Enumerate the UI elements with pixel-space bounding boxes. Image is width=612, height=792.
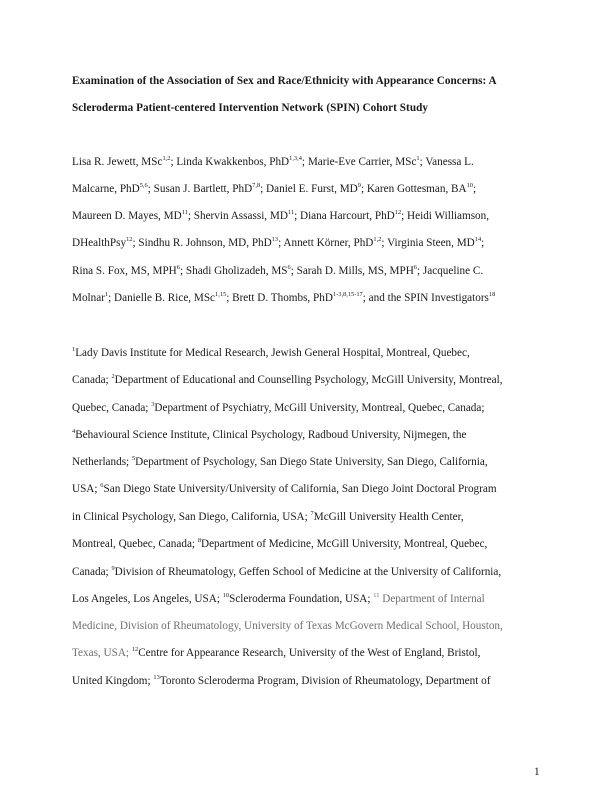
affiliation-line: Medicine, Division of Rheumatology, University of Texas McGovern Medical School, Houston,	[72, 620, 503, 632]
affiliation-line: Los Angeles, Los Angeles, USA; $^{10}$Scleroderma Foundation, USA; $^{11}$ Department of Internal	[72, 592, 485, 605]
paper-title-line-1: Examination of the Association of Sex and Race/Ethnicity with Appearance Concerns: A	[72, 75, 497, 87]
paper-title-line-2: Scleroderma Patient-centered Intervention Network (SPIN) Cohort Study	[72, 102, 429, 114]
author-line: Malcarne, PhD$^{5,6}$; Susan J. Bartlett, PhD$^{7,8}$; Daniel E. Furst, $MD^9$; Karen Gottesman, BA$^{10}$;	[72, 182, 477, 195]
affiliation-line: Netherlands; $^5$Department of Psychology, San Diego State University, San Diego, California,	[72, 455, 488, 468]
affiliation-line: in Clinical Psychology, San Diego, California, USA; $^7$McGill University Health Center,	[72, 510, 464, 523]
author-line: Rina S. Fox, MS, MPH$^6$; Shadi Gholizadeh, $MS^6$; Sarah D. Mills, MS, MPH$^6$; Jacqueline C.	[72, 264, 484, 277]
author-line: Molnar$^1$; Danielle B. Rice, MSc$^{1,15}$; Brett D. Thombs, PhD$^{1-3,8,15-17}$; and the SPIN Investigators$^{18}$	[72, 291, 496, 304]
author-line: Lisa R. Jewett, MSc$^{1,2}$; Linda Kwakkenbos, PhD$^{1,3,4}$; Marie-Eve Carrier, MSc$^1$; Vanessa L.	[72, 155, 474, 168]
affiliation-line: United Kingdom; $^{13}$Toronto Scleroderma Program, Division of Rheumatology, Department of	[72, 674, 491, 687]
affiliation-line: USA; $^6$San Diego State University/University of California, San Diego Joint Doctoral Program	[72, 482, 497, 495]
affiliation-line: Texas, USA; $^{12}$Centre for Appearance Research, University of the West of England, Bristol,	[72, 646, 481, 659]
affiliation-line: Quebec, Canada; $^3$Department of Psychiatry, McGill University, Montreal, Quebec, Canada;	[72, 401, 485, 414]
affiliation-line: $^4$Behavioural Science Institute, Clinical Psychology, Radboud University, Nijmegen, the	[72, 428, 467, 441]
affiliation-line: Canada; $^9$Division of Rheumatology, Geffen School of Medicine at the University of California,	[72, 565, 502, 578]
affiliation-line: Canada; $^2$Department of Educational and Counselling Psychology, McGill University, Montreal,	[72, 373, 503, 386]
author-line: DHealthPsy$^{12}$; Sindhu R. Johnson, MD, PhD$^{13}$; Annett Körner, PhD$^{1,2}$; Virginia Steen, MD$^{14}$;	[72, 236, 485, 249]
author-line: Maureen D. Mayes, MD$^{11}$; Shervin Assassi, MD$^{11}$; Diana Harcourt, PhD$^{12}$; Heidi Williamson,	[72, 209, 490, 222]
page-number: 1	[534, 766, 540, 778]
affiliation-line: $^1$Lady Davis Institute for Medical Research, Jewish General Hospital, Montreal, Quebec,	[72, 346, 470, 359]
affiliation-line: Montreal, Quebec, Canada; $^8$Department of Medicine, McGill University, Montreal, Quebec,	[72, 537, 488, 550]
